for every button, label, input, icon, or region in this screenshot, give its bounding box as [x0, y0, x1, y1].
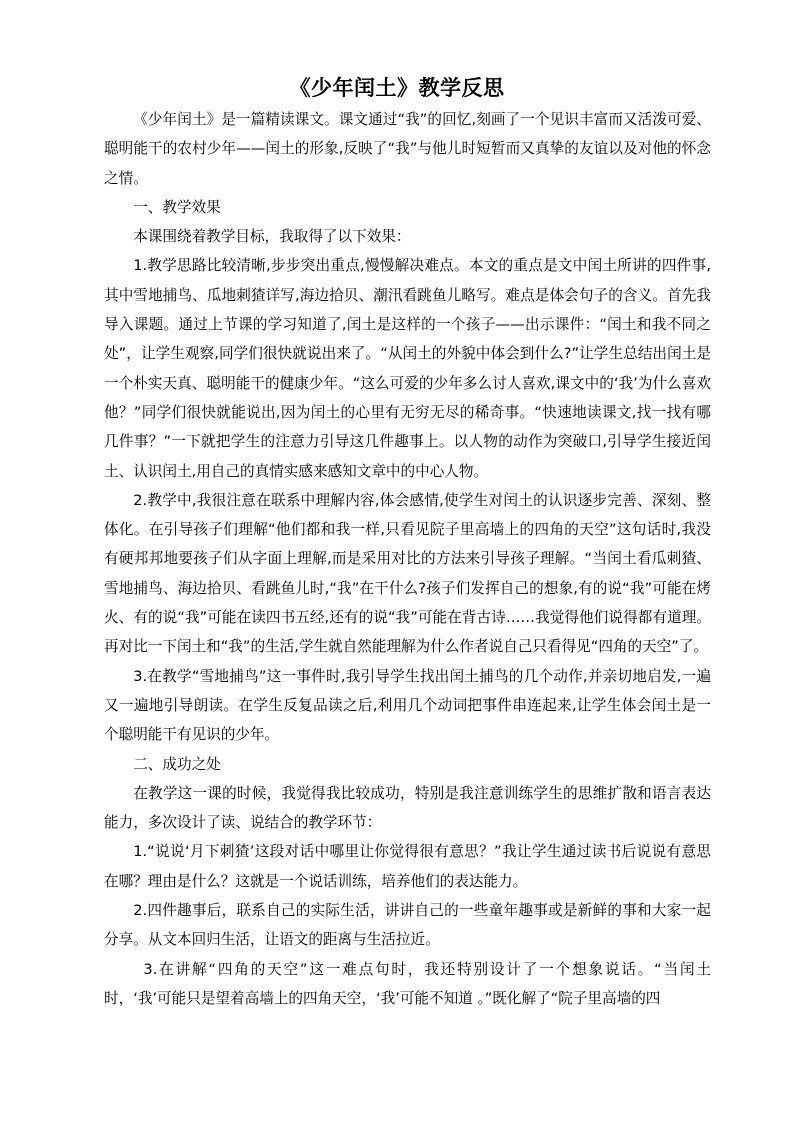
paragraph-success-2: 2.四件趣事后，联系自己的实际生活，讲讲自己的一些童年趣事或是新鲜的事和大家一起分享。从文本回归生活，让语文的距离与生活拉近。 [104, 902, 711, 949]
paragraph-effect-intro: 本课围绕着教学目标，我取得了以下效果： [133, 228, 411, 246]
paragraph-intro: 《少年闰土》是一篇精读课文。课文通过“我”的回忆,刻画了一个见识丰富而又活泼可爱、聪明能干的农村少年——闰土的形象,反映了“我”与他儿时短暂而又真挚的友谊以及对他的怀念之情。 [104, 111, 711, 187]
paragraph-success-intro: 在教学这一课的时候，我觉得我比较成功，特别是我注意训练学生的思维扩散和语言表达能力，多次设计了读、说结合的教学环节： [104, 784, 711, 832]
paragraph-success-1: 1.“说说‘月下刺猹’这段对话中哪里让你觉得很有意思？”我让学生通过读书后说说有意思在哪？理由是什么？这就是一个说话训练，培养他们的表达能力。 [104, 843, 711, 890]
paragraph-effect-1: 1.教学思路比较清晰,步步突出重点,慢慢解决难点。本文的重点是文中闰土所讲的四件事,其中雪地捕鸟、瓜地刺猹详写,海边拾贝、潮汛看跳鱼儿略写。难点是体会句子的含义。首先我导入课题。通过上节课的学习知道了,闰土是这样的一个孩子——出示课件：“闰土和我不同之处”，让学生观察,同学们很快就说出来了。“从闰土的外貌中体会到什么?”让学生总结出闰土是一个朴实天真、聪明能干的健康少年。“这么可爱的少年多么讨人喜欢,课文中的‘我’为什么喜欢他？”同学们很快就能说出,因为闰土的心里有无穷无尽的稀奇事。“快速地读课文,找一找有哪几件事？”一下就把学生的注意力引导这几件趣事上。以人物的动作为突破口,引导学生接近闰土、认识闰土,用自己的真情实感来感知文章中的中心人物。 [104, 257, 711, 480]
section-heading-success: 二、成功之处 [133, 755, 221, 773]
section-heading-teaching-effect: 一、教学效果 [133, 198, 221, 216]
document-title: 《少年闰土》教学反思 [289, 76, 505, 100]
paragraph-effect-2: 2.教学中,我很注意在联系中理解内容,体会感情,使学生对闰土的认识逐步完善、深刻、整体化。在引导孩子们理解“他们都和我一样,只看见院子里高墙上的四角的天空”这句话时,我没有硬邦邦地要孩子们从字面上理解,而是采用对比的方法来引导孩子理解。“当闰土看瓜刺猹、雪地捕鸟、海边拾贝、看跳鱼儿时,“我”在干什么?孩子们发挥自己的想象,有的说“我”可能在烤火、有的说“我”可能在读四书五经,还有的说“我”可能在背古诗……我觉得他们说得都有道理。再对比一下闰土和“我”的生活,学生就自然能理解为什么作者说自己只看得见“四角的天空”了。 [104, 491, 711, 656]
document-body [104, 105, 711, 1013]
paragraph-effect-3: 3.在教学“雪地捕鸟”这一事件时,我引导学生找出闰土捕鸟的几个动作,并亲切地启发,一遍又一遍地引导朗读。在学生反复品读之后,利用几个动词把事件串连起来,让学生体会闰土是一个聪明能干有见识的少年。 [104, 667, 711, 744]
paragraph-success-3: 3.在讲解“四角的天空”这一难点句时，我还特别设计了一个想象说话。“当闰土时，‘我’可能只是望着高墙上的四角天空，‘我’可能不知道 。”既化解了“院子里高墙的四 [104, 960, 711, 1007]
